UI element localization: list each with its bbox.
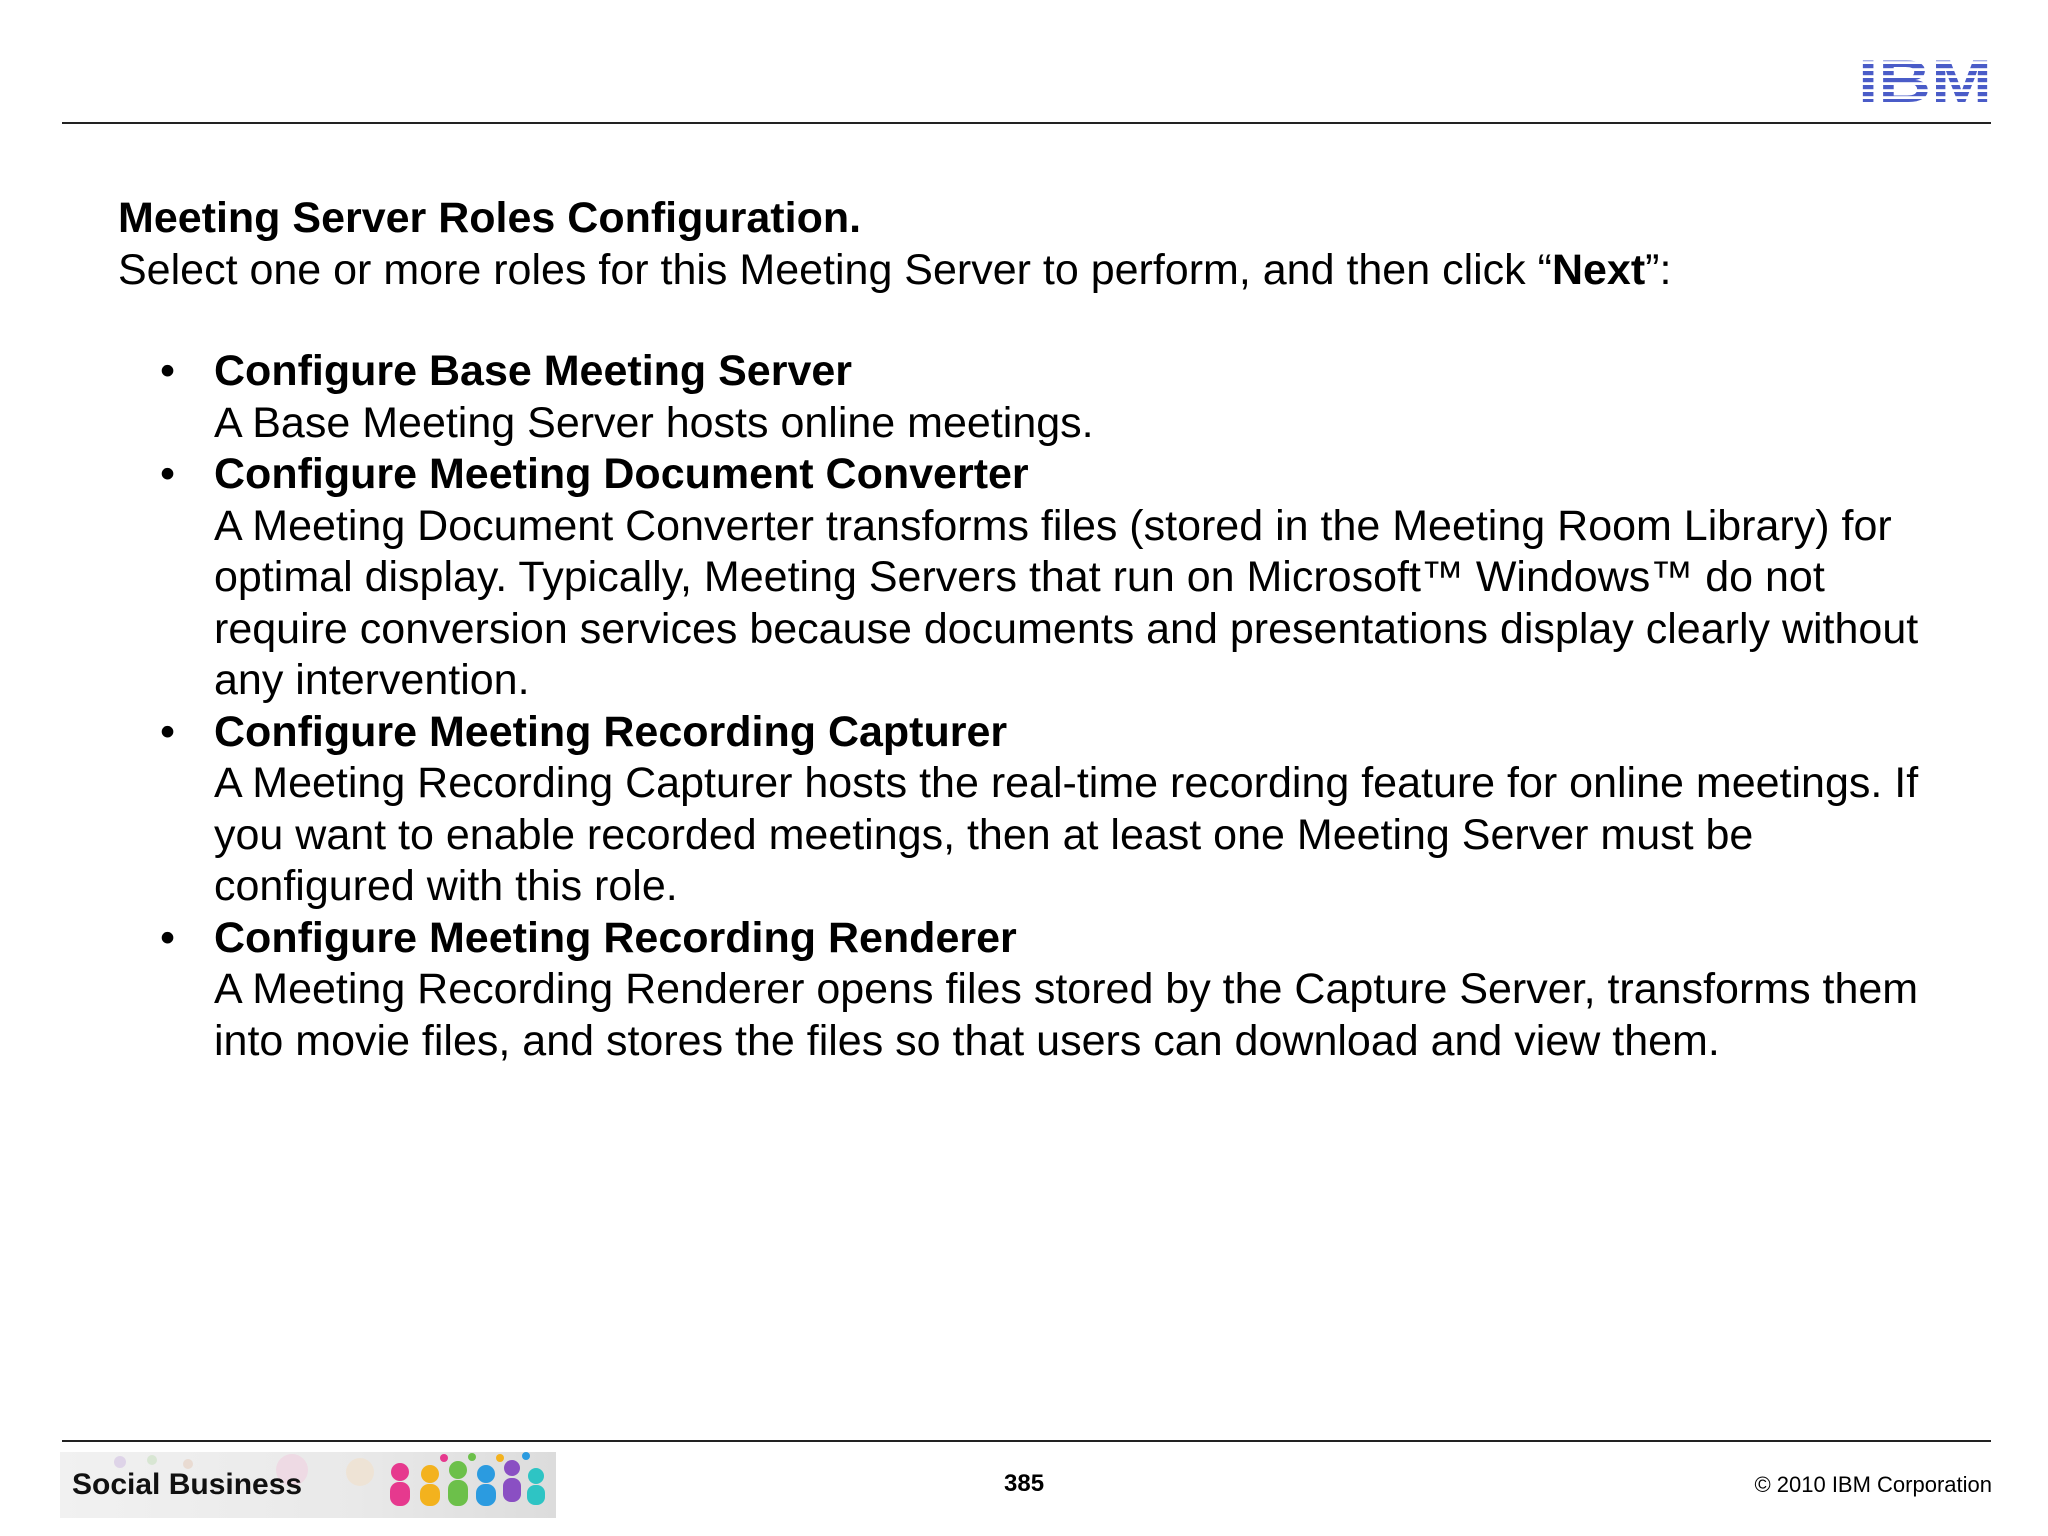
role-title: Configure Meeting Recording Capturer: [214, 707, 1008, 756]
role-item: [160, 707, 1938, 913]
bullet-icon: •: [160, 450, 176, 498]
bullet-icon: •: [160, 707, 176, 756]
bullet-icon: •: [160, 347, 176, 395]
copyright-notice: © 2010 IBM Corporation: [1754, 1472, 1992, 1497]
role-item: [160, 449, 1938, 707]
social-business-banner: [60, 1452, 556, 1518]
role-title: Configure Base Meeting Server: [214, 347, 853, 395]
roles-list: [118, 346, 1938, 1067]
ibm-logo: [1858, 50, 1992, 106]
banner-title: Social Business: [72, 1468, 303, 1501]
role-description: A Meeting Document Converter transforms files (stored in the Meeting Room Library) for optimal display. Typically, Meeting Servers that run on Microsoft™ Windows™ do not require conversion services because documents and presentations display clearly without any intervention.: [214, 501, 1919, 704]
header-divider: [62, 122, 1991, 124]
intro-text-end: ”:: [1645, 246, 1672, 294]
role-description: A Base Meeting Server hosts online meetings.: [214, 398, 1094, 447]
intro-text: Select one or more roles for this Meeting Server to perform, and then click “: [118, 246, 1552, 294]
role-item: [160, 913, 1938, 1068]
slide-content: [118, 192, 1938, 1067]
slide-intro: [118, 244, 1938, 296]
footer-divider: [62, 1440, 1991, 1442]
role-title: Configure Meeting Document Converter: [214, 450, 1029, 498]
role-item: [160, 346, 1938, 449]
slide-title: Meeting Server Roles Configuration.: [118, 194, 862, 242]
role-title: Configure Meeting Recording Renderer: [214, 913, 1017, 962]
role-description: A Meeting Recording Renderer opens files stored by the Capture Server, transforms them into movie files, and stores the files so that users can download and view them.: [214, 965, 1919, 1065]
page-number: 385: [1004, 1470, 1045, 1497]
role-description: A Meeting Recording Capturer hosts the real-time recording feature for online meetings. If you want to enable recorded meetings, then at least one Meeting Server must be configured with this role.: [214, 759, 1919, 910]
bullet-icon: •: [160, 913, 176, 962]
next-keyword: Next: [1551, 246, 1646, 294]
